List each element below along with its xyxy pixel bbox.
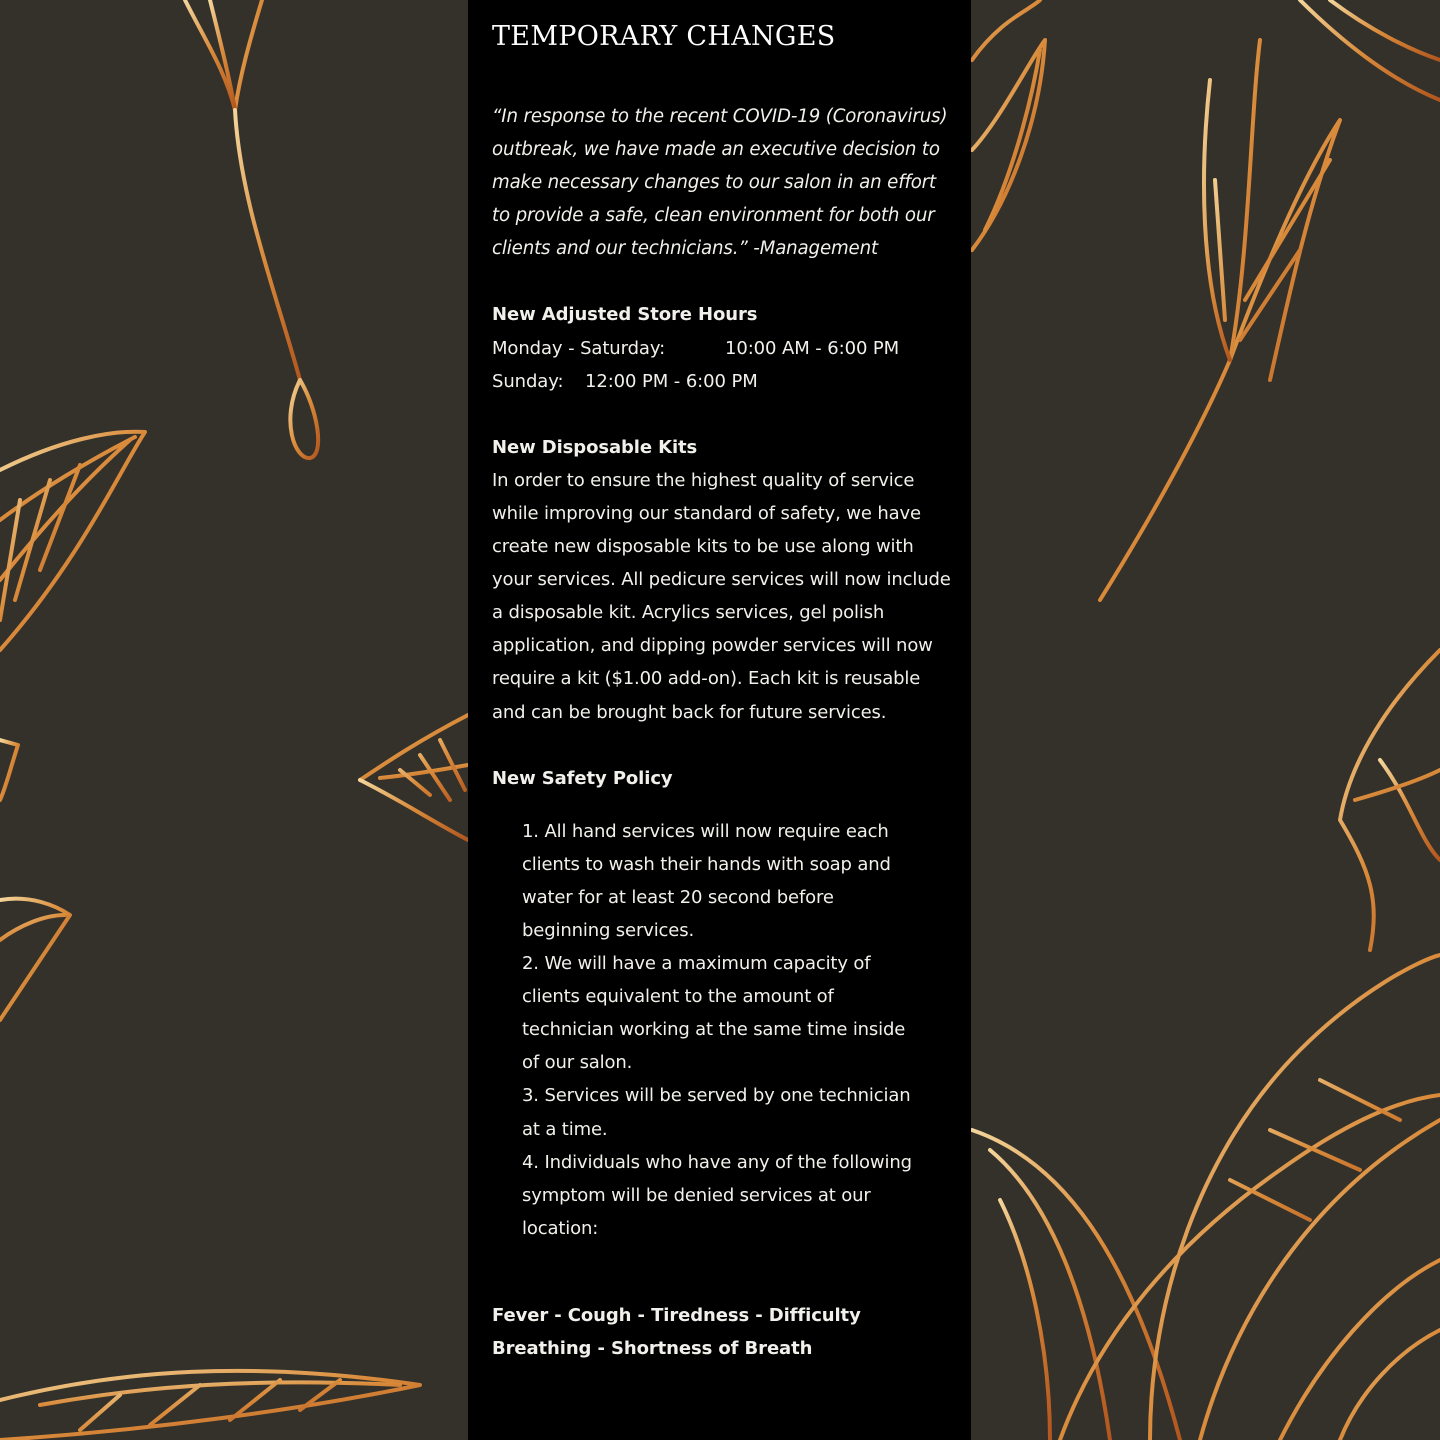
ginkgo-leaf-icon	[1100, 0, 1440, 600]
leaf-icon	[972, 955, 1440, 1440]
leaf-icon	[0, 432, 145, 650]
hours-days: Monday - Saturday:	[492, 337, 666, 359]
list-item: 1. All hand services will now require each clients to wash their hands with soap and water for at least 20 second before beginning services.	[522, 820, 891, 941]
hours-row-sunday	[492, 365, 959, 398]
leaf-icon	[972, 0, 1045, 250]
list-item: 3. Services will be served by one technician at a time.	[522, 1085, 911, 1140]
ginkgo-leaf-icon	[185, 0, 318, 458]
list-item: 2. We will have a maximum capacity of clients equivalent to the amount of technician working at the same time inside of our salon.	[522, 953, 906, 1074]
disposable-kits-heading: New Disposable Kits	[492, 436, 698, 458]
safety-policy-heading: New Safety Policy	[492, 767, 673, 789]
store-hours-heading: New Adjusted Store Hours	[492, 304, 758, 326]
safety-policy-list	[492, 815, 927, 1245]
page-title: TEMPORARY CHANGES	[492, 21, 836, 52]
list-item: 4. Individuals who have any of the following symptom will be denied services at our location:	[522, 1151, 912, 1239]
hours-time: 12:00 PM - 6:00 PM	[585, 370, 758, 392]
leaf-icon	[1340, 650, 1440, 950]
leaf-icon	[360, 715, 468, 840]
management-quote: “In response to the recent COVID-19 (Coronavirus) outbreak, we have made an executive decision to make necessary changes to our salon in an effort to provide a safe, clean environment for both our clients and our technicians.” -Management	[492, 106, 948, 260]
hours-row-weekday	[492, 332, 959, 365]
disposable-kits-body: In order to ensure the highest quality of service while improving our standard of safety, we have create new disposable kits to be use along with your services. All pedicure services will now include a disposable kit. Acrylics services, gel polish application, and dipping powder services will now require a kit ($1.00 add-on). Each kit is reusable and can be brought back for future services.	[492, 469, 951, 723]
hours-time: 10:00 AM - 6:00 PM	[725, 337, 900, 359]
hours-days: Sunday:	[492, 370, 564, 392]
leaf-icon	[0, 899, 70, 1020]
leaf-icon	[0, 1371, 420, 1440]
notice-panel	[468, 0, 971, 1440]
symptoms-list: Fever - Cough - Tiredness - Difficulty Breathing - Shortness of Breath	[492, 1304, 861, 1359]
leaf-icon	[0, 740, 18, 800]
